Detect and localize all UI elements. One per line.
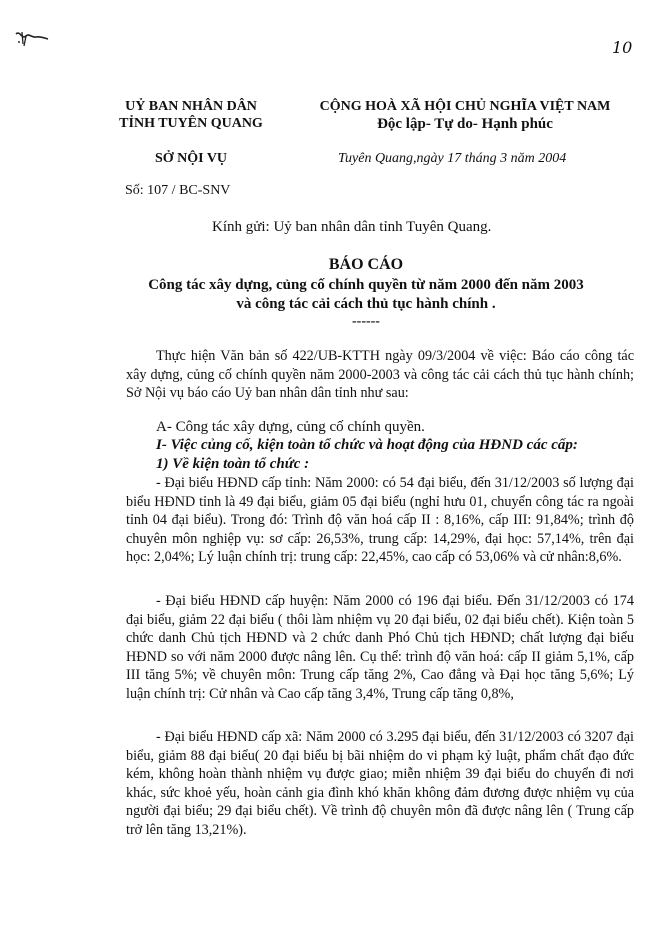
section-i-heading: I- Việc củng cố, kiện toàn tổ chức và hoạt động của HĐND các cấp: <box>156 437 578 453</box>
national-motto: Độc lập- Tự do- Hạnh phúc <box>377 116 553 132</box>
paragraph-commune: - Đại biểu HĐND cấp xã: Năm 2000 có 3.295 đại biểu, đến 31/12/2003 có 3207 đại biểu, giảm 88 đại biểu( 20 đại biểu bị bãi nhiệm do vi phạm kỷ luật, phẩm chất đạo đức kém, không hoàn thành nhiệm vụ được giao; miễn nhiệm 39 đại biểu do chuyển đi nơi khác, sức khoẻ yếu, hoàn cảnh gia đình khó khăn không đảm đương được nhiệm vụ của người đại biểu; 29 đại biểu chết). Về trình độ chuyên môn đã được nâng lên ( Trung cấp trở lên tăng 13,21%). <box>126 729 634 838</box>
report-subtitle-line1: Công tác xây dựng, củng cố chính quyền từ năm 2000 đến năm 2003 <box>148 277 584 293</box>
report-title: BÁO CÁO <box>328 256 404 273</box>
paragraph-provincial: - Đại biểu HĐND cấp tỉnh: Năm 2000: có 54 đại biểu, đến 31/12/2003 số lượng đại biểu HĐND tỉnh là 49 đại biểu, giảm 05 đại biểu (nghỉ hưu 01, chuyển công tác ra ngoài tỉnh 04 đại biểu). Trong đó: Trình độ văn hoá cấp II : 8,16%, cấp III: 91,84%; trình độ chuyên môn nghiệp vụ: sơ cấp: 26,53%, trung cấp: 14,29%, đại học: 57,14%, trên đại học: 2,04%; Lý luận chính trị: trung cấp: 22,45%, cao cấp có 53,06% và cử nhân:8,6%. <box>126 475 634 566</box>
page-number: 10 <box>612 38 633 57</box>
paragraph-district: - Đại biểu HĐND cấp huyện: Năm 2000 có 196 đại biểu. Đến 31/12/2003 có 174 đại biểu, giảm 22 đại biểu ( thôi làm nhiệm vụ 20 đại biểu, 02 đại biểu chết). Kiện toàn 5 chức danh Chủ tịch HĐND và 2 chức danh Phó Chủ tịch HĐND; chất lượng đại biểu HĐND so với năm 2000 được nâng lên. Cụ thể: trình độ văn hoá: cấp II giảm 5,1%, cấp III tăng 5%; về chuyên môn: Trung cấp tăng 2%, Cao đẳng và Đại học tăng 5,6%; Lý luận chính trị: Cử nhân và Cao cấp tăng 3,4%, Trung cấp tăng 0,8%, <box>126 593 634 702</box>
agency-name <box>96 98 286 132</box>
report-subtitle-line2: và công tác cải cách thủ tục hành chính . <box>236 296 496 312</box>
section-1-heading: 1) Về kiện toàn tổ chức : <box>156 456 310 472</box>
agency-line2: TỈNH TUYÊN QUANG <box>119 116 263 131</box>
title-divider: ------ <box>352 314 380 329</box>
recipient: Kính gửi: Uỷ ban nhân dân tỉnh Tuyên Quang. <box>212 219 492 235</box>
section-a-heading: A- Công tác xây dựng, củng cố chính quyền. <box>156 419 425 435</box>
national-title: CỘNG HOÀ XÃ HỘI CHỦ NGHĨA VIỆT NAM <box>319 99 611 114</box>
intro-paragraph: Thực hiện Văn bản số 422/UB-KTTH ngày 09/3/2004 về việc: Báo cáo công tác xây dựng, củng cố chính quyền năm 2000-2003 và công tác cải cách thủ tục hành chính; Sở Nội vụ báo cáo Uỷ ban nhân dân tỉnh như sau: <box>126 348 634 402</box>
department-name: SỞ NỘI VỤ <box>154 151 228 166</box>
document-number: Số: 107 / BC-SNV <box>125 183 231 198</box>
place-date: Tuyên Quang,ngày 17 tháng 3 năm 2004 <box>338 151 567 166</box>
agency-line1: UỶ BAN NHÂN DÂN <box>125 99 257 114</box>
handwritten-mark-icon <box>14 26 50 48</box>
